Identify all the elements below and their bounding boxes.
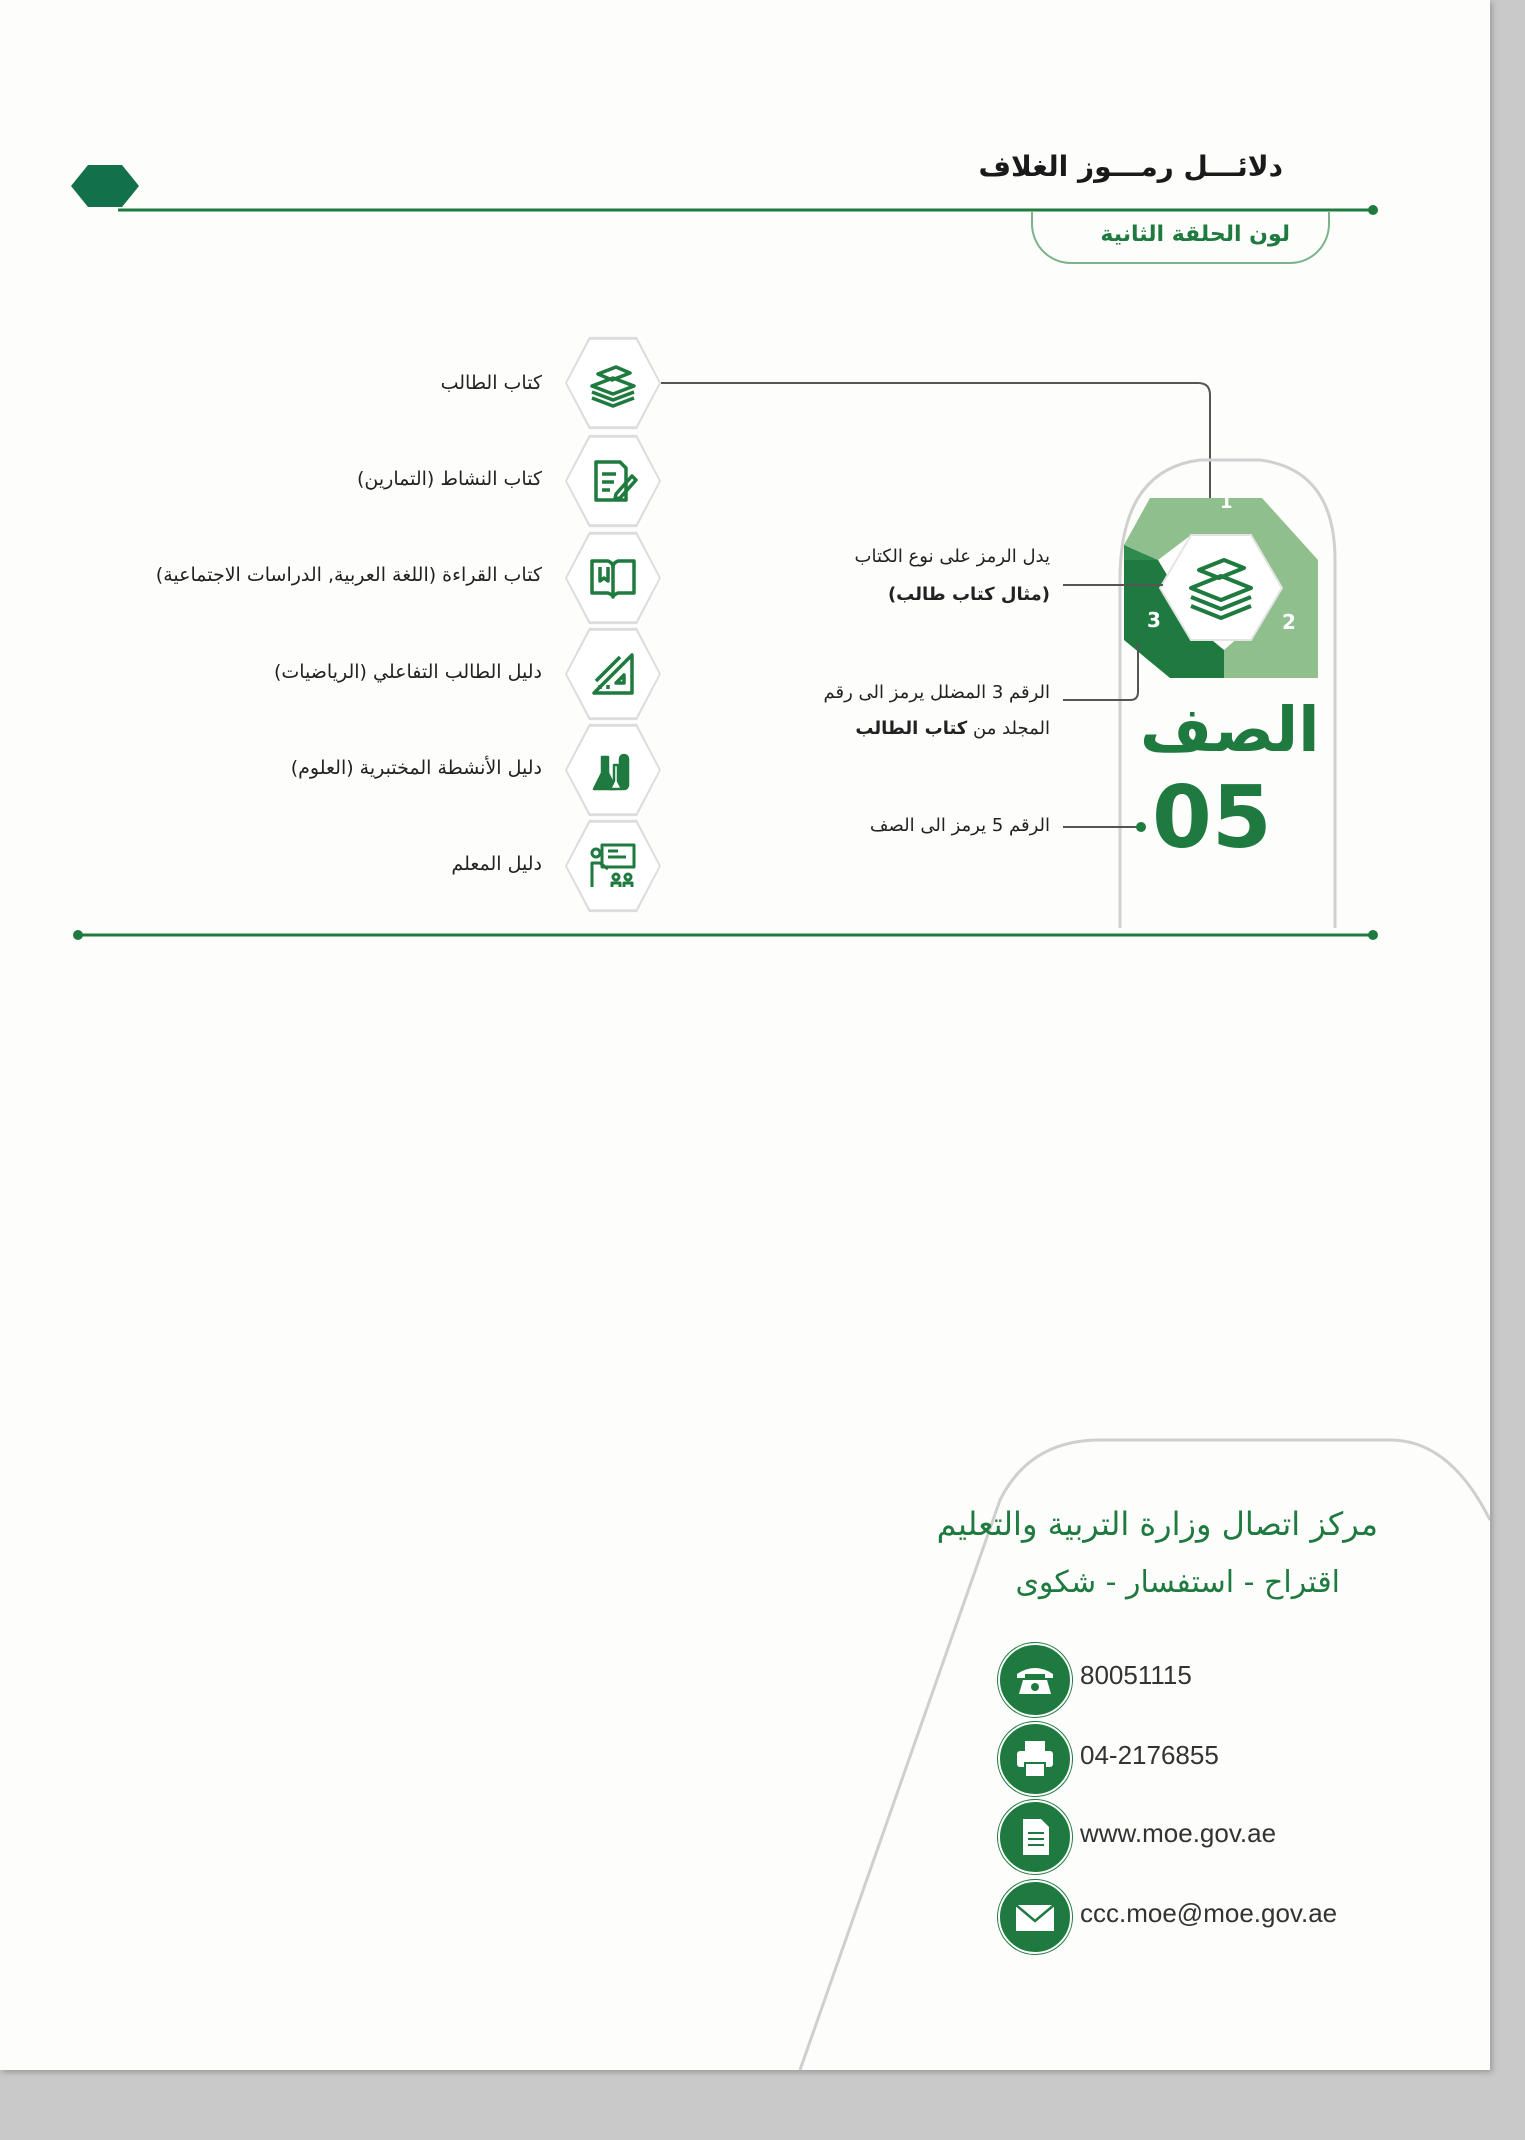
document-icon bbox=[1013, 1815, 1057, 1859]
grade-number: 05 bbox=[1152, 768, 1272, 868]
legend-label-reading-book: كتاب القراءة (اللغة العربية, الدراسات الاجتماعية) bbox=[155, 564, 542, 586]
fax-number[interactable]: 04-2176855 bbox=[1080, 1740, 1219, 1770]
segment-label-1: 1 bbox=[1220, 492, 1233, 513]
annotation-volume-prefix: المجلد من bbox=[967, 718, 1050, 739]
annotation-volume-line1: الرقم 3 المضلل يرمز الى رقم bbox=[823, 682, 1050, 703]
annotation-type-line1: يدل الرمز على نوع الكتاب bbox=[854, 546, 1050, 567]
page-subtitle: لون الحلقة الثانية bbox=[1100, 222, 1290, 247]
legend-label-lab-guide: دليل الأنشطة المختبرية (العلوم) bbox=[290, 757, 542, 779]
fax-button[interactable] bbox=[998, 1722, 1072, 1796]
printer-icon bbox=[1013, 1737, 1057, 1781]
email-link[interactable]: ccc.moe@moe.gov.ae bbox=[1080, 1898, 1338, 1928]
page-title: دلائـــل رمـــوز الغلاف bbox=[978, 150, 1283, 183]
website-link[interactable]: www.moe.gov.ae bbox=[1080, 1818, 1277, 1848]
annotation-volume-bold: كتاب الطالب bbox=[855, 718, 968, 739]
phone-button[interactable] bbox=[998, 1643, 1072, 1717]
email-button[interactable] bbox=[998, 1880, 1072, 1954]
envelope-icon bbox=[1012, 1894, 1058, 1940]
contact-center-title: مركز اتصال وزارة التربية والتعليم bbox=[936, 1505, 1378, 1543]
annotation-grade: الرقم 5 يرمز الى الصف bbox=[869, 815, 1050, 836]
annotation-type-line2: (مثال كتاب طالب) bbox=[887, 584, 1050, 605]
legend-label-teacher-guide: دليل المعلم bbox=[451, 853, 542, 875]
contact-center-subtitle: اقتراح - استفسار - شكوى bbox=[1015, 1565, 1340, 1600]
legend-label-student-book: كتاب الطالب bbox=[440, 372, 542, 394]
phone-number[interactable]: 80051115 bbox=[1080, 1660, 1192, 1690]
legend-label-interactive-guide: دليل الطالب التفاعلي (الرياضيات) bbox=[273, 661, 542, 683]
legend-label-activity-book: كتاب النشاط (التمارين) bbox=[357, 468, 542, 490]
telephone-icon bbox=[1013, 1658, 1057, 1702]
segment-label-2: 2 bbox=[1282, 610, 1296, 634]
website-button[interactable] bbox=[998, 1800, 1072, 1874]
segment-label-3: 3 bbox=[1147, 608, 1161, 632]
grade-word: الصف bbox=[1140, 693, 1320, 766]
